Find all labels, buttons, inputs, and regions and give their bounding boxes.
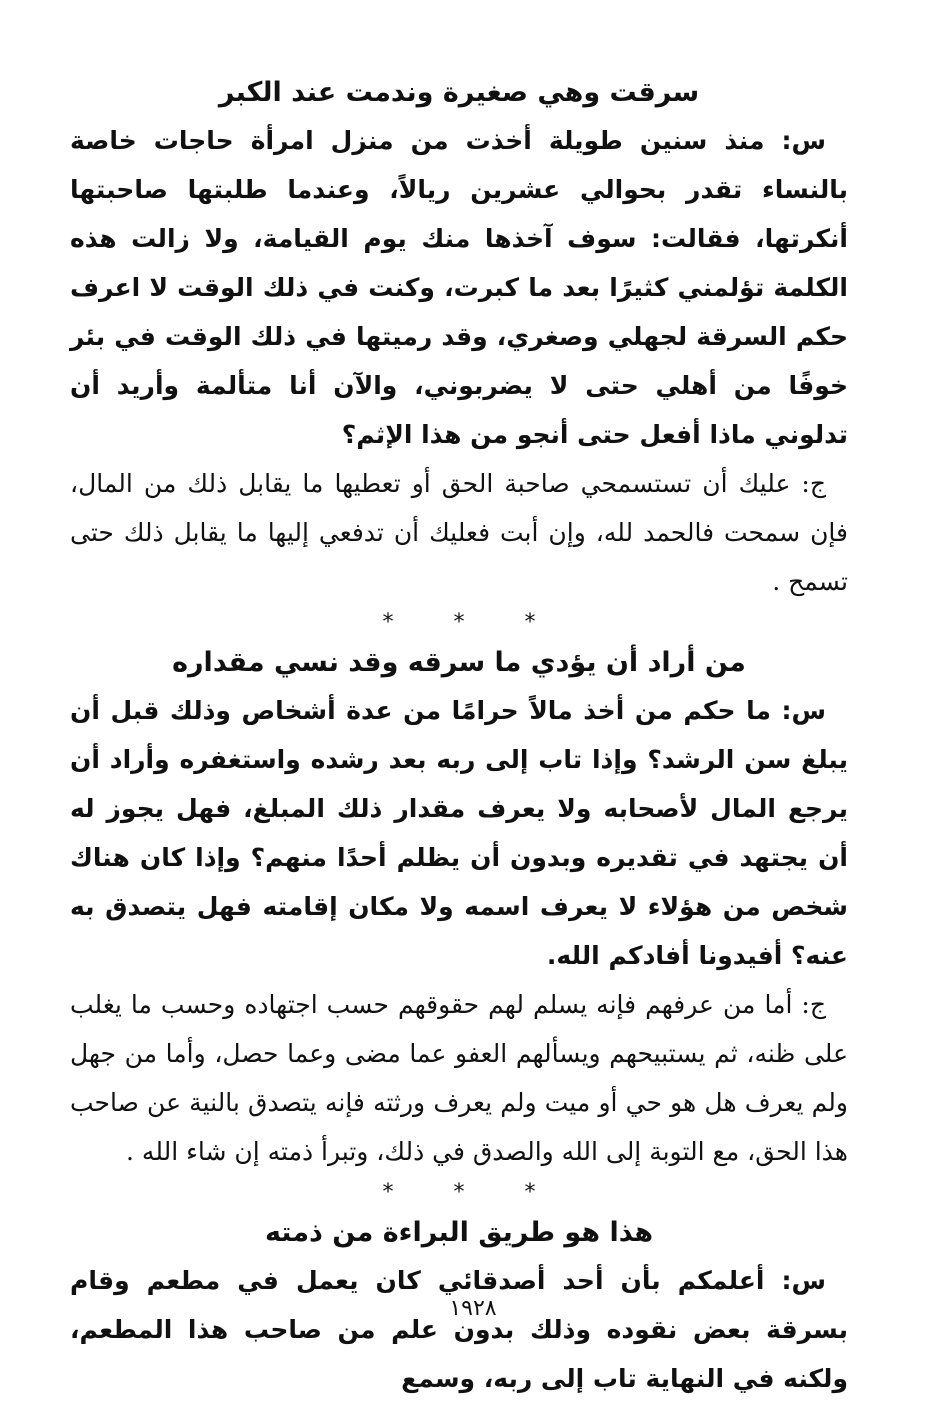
section-title-1: سرقت وهي صغيرة وندمت عند الكبر [218, 77, 700, 108]
separator-star: * [524, 1180, 536, 1205]
separator-star: * [453, 610, 465, 635]
question-2: س: ما حكم من أخذ مالاً حرامًا من عدة أشخاص وذلك قبل أن يبلغ سن الرشد؟ وإذا تاب إلى ربه بعد رشده واستغفره وأراد أن يرجع المال لأصحابه ولا يعرف مقدار ذلك المبلغ، فهل يجوز له أن يجتهد في تقديره وبدون أن يظلم أحدًا منهم؟ وإذا كان هناك شخص من هؤلاء لا يعرف اسمه ولا مكان إقامته فهل يتصدق به عنه؟ أفيدونا أفادكم الله. [70, 696, 848, 970]
answer-2: ج: أما من عرفهم فإنه يسلم لهم حقوقهم حسب اجتهاده وحسب ما يغلب على ظنه، ثم يستبيحهم ويسألهم العفو عما مضى وعما حصل، وأما من جهل ولم يعرف هل هو حي أو ميت ولم يعرف ورثته فإنه يتصدق بالنية عن صاحب هذا الحق، مع التوبة إلى الله والصدق في ذلك، وتبرأ ذمته إن شاء الله . [70, 990, 848, 1166]
page-number: ١٩٢٨ [449, 1296, 497, 1321]
question-1: س: منذ سنين طويلة أخذت من منزل امرأة حاجات خاصة بالنساء تقدر بحوالي عشرين ريالاً، وعندما طلبتها صاحبتها أنكرتها، فقالت: سوف آخذها منك يوم القيامة، ولا زالت هذه الكلمة تؤلمني كثيرًا بعد ما كبرت، وكنت في ذلك الوقت لا اعرف حكم السرقة لجهلي وصغري، وقد رميتها في ذلك الوقت في بئر خوفًا من أهلي حتى لا يضربوني، والآن أنا متألمة وأريد أن تدلوني ماذا أفعل حتى أنجو من هذا الإثم؟ [70, 126, 848, 449]
separator-2 [70, 1176, 848, 1210]
section-title-2: من أراد أن يؤدي ما سرقه وقد نسي مقداره [172, 647, 746, 678]
section-title-3: هذا هو طريق البراءة من ذمته [264, 1217, 654, 1248]
separator-star: * [453, 1180, 465, 1205]
separator-star: * [382, 1180, 394, 1205]
separator-1 [70, 606, 848, 640]
answer-1: ج: عليك أن تستسمحي صاحبة الحق أو تعطيها ما يقابل ذلك من المال، فإن سمحت فالحمد لله، وإن أبت فعليك أن تدفعي إليها ما يقابل ذلك حتى تسمح . [70, 469, 848, 596]
separator-star: * [382, 610, 394, 635]
page-content [70, 70, 848, 1403]
separator-star: * [524, 610, 536, 635]
question-3: س: أعلمكم بأن أحد أصدقائي كان يعمل في مطعم وقام بسرقة بعض نقوده وذلك بدون علم من صاحب هذا المطعم، ولكنه في النهاية تاب إلى ربه، وسمع [70, 1266, 848, 1393]
